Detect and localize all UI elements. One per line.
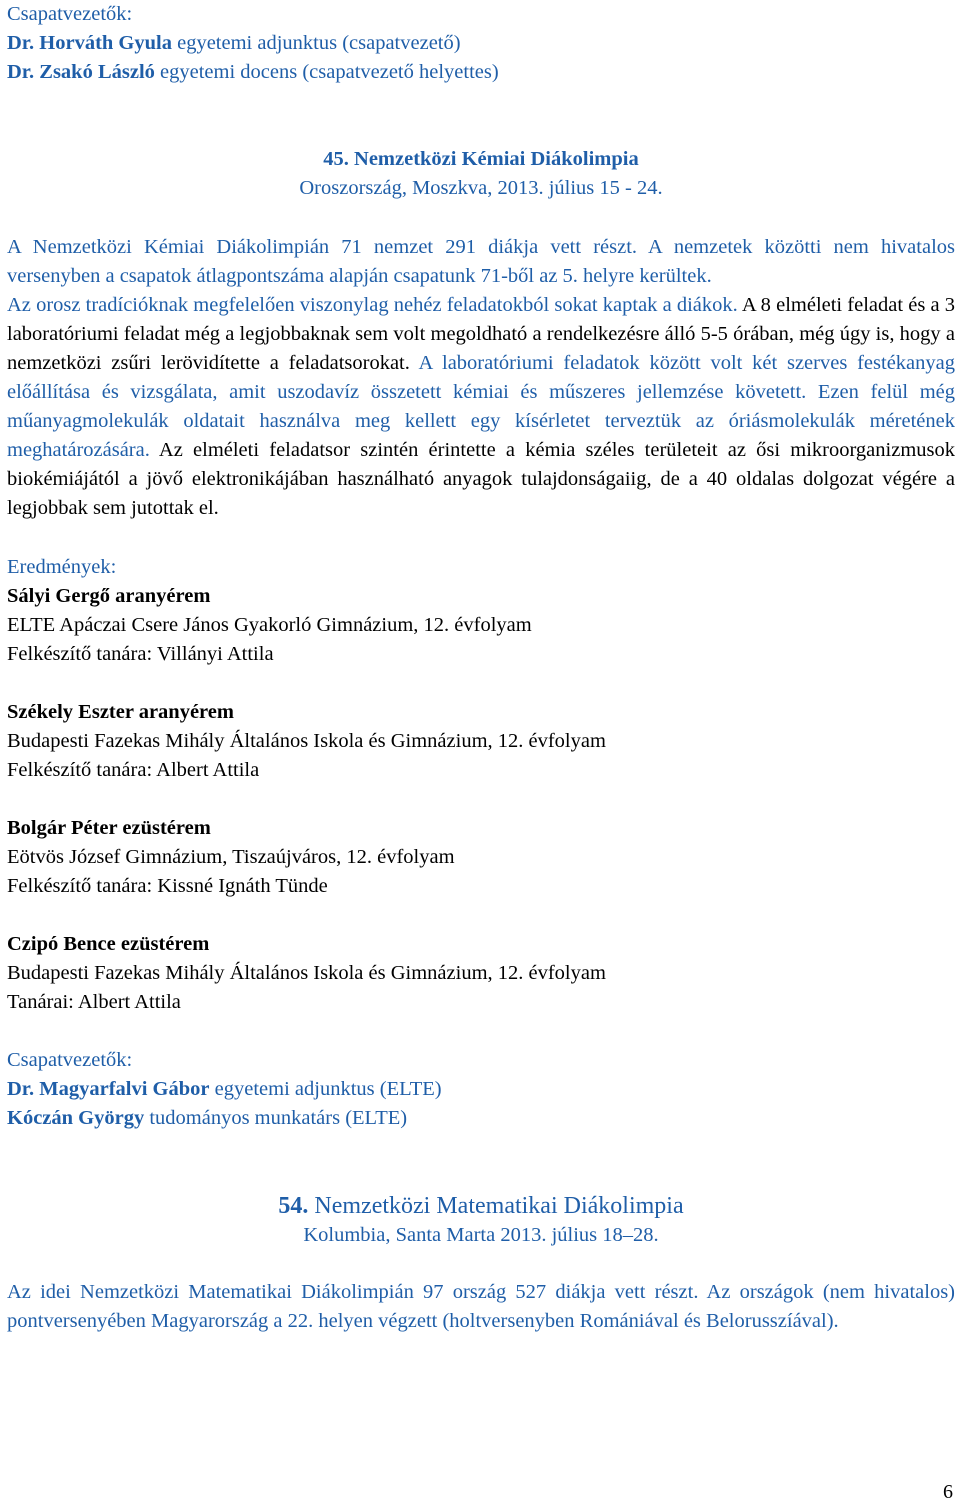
math-paragraph-1 (7, 1278, 955, 1336)
medalist-school: Budapesti Fazekas Mihály Általános Iskola és Gimnázium, 12. évfolyam (7, 962, 606, 984)
chem-p2-part: Az orosz tradícióknak megfelelően viszonylag nehéz feladatokból sokat kaptak a diákok. (7, 294, 738, 316)
chem-leaders-label: Csapatvezetők: (7, 1049, 133, 1071)
document-page (7, 0, 955, 1336)
math-olympiad-section (7, 1191, 955, 1336)
chem-p2-part: Ezen felül még műanyagmolekulák oldatait használva meg kellett egy kísérletet terveztük az óriásmolekulák méretének meghatározására. (7, 381, 955, 461)
chem-paragraph-1 (7, 233, 955, 291)
math-p1-part: Az országok (nem hivatalos) pontversenyében Magyarország a 22. helyen végzett (holtversenyben Romániával és Belorusszíával). (7, 1281, 955, 1332)
medalist-school: ELTE Apáczai Csere János Gyakorló Gimnázium, 12. évfolyam (7, 614, 532, 636)
chem-paragraph-2 (7, 291, 955, 523)
team-leader (7, 1104, 955, 1133)
leader-name: Dr. Horváth Gyula (7, 32, 172, 54)
math-title-number: 54. (278, 1193, 309, 1219)
team-leader (7, 1075, 955, 1104)
leader-role: tudományos munkatárs (ELTE) (144, 1107, 408, 1129)
chem-p2-part: Az elméleti feladatsor szintén érintette a kémia széles területeit az ősi mikroorganizmusok biokémiájától a jövő elektronikájában használható anyagok tulajdonságaiig, de a 40 oldalas dolgozat végére a legjobbak sem jutottak el. (7, 439, 955, 519)
math-subtitle: Kolumbia, Santa Marta 2013. július 18–28. (303, 1224, 659, 1246)
chem-p2-part: A 8 elméleti feladat és a 3 laboratóriumi feladat még a legjobbaknak sem volt megoldható a rendelkezésre álló 5-5 órában, még úgy is, hogy a nemzetközi zsűri lerövidítette a feladatsorokat. (7, 294, 955, 374)
medalist-school: Eötvös József Gimnázium, Tiszaújváros, 12. évfolyam (7, 846, 455, 868)
team-leader (7, 29, 955, 58)
medalist-teacher: Tanárai: Albert Attila (7, 991, 181, 1013)
results-label: Eredmények: (7, 556, 117, 578)
math-title-text: Nemzetközi Matematikai Diákolimpia (308, 1193, 684, 1219)
math-p1-part: Az idei Nemzetközi Matematikai Diákolimpián 97 ország 527 diákja vett részt. (7, 1281, 699, 1303)
chem-p1-part: A nemzetek közötti nem hivatalos versenyben a csapatok átlagpontszáma alapján csapatunk 71-ből az 5. helyre kerültek. (7, 236, 955, 287)
medalist-name: Czipó Bence ezüstérem (7, 933, 210, 955)
chem-p1-part: A Nemzetközi Kémiai Diákolimpián 71 nemzet 291 diákja vett részt. (7, 236, 638, 258)
team-leaders-label: Csapatvezetők: (7, 3, 133, 25)
medalist-school: Budapesti Fazekas Mihály Általános Iskola és Gimnázium, 12. évfolyam (7, 730, 606, 752)
leader-name: Kóczán György (7, 1107, 145, 1129)
math-title (7, 1191, 955, 1221)
result-entry (7, 930, 955, 1017)
leader-name: Dr. Magyarfalvi Gábor (7, 1078, 210, 1100)
medalist-name: Székely Eszter aranyérem (7, 701, 234, 723)
team-leader (7, 58, 955, 87)
chem-p2-part: A laboratóriumi feladatok között volt két szerves festékanyag előállítása és vizsgálata, amit uszodavíz összetett kémiai és műszeres jellemzése követett. (7, 352, 955, 403)
result-entry (7, 814, 955, 901)
leader-role: egyetemi docens (csapatvezető helyettes) (154, 61, 499, 83)
result-entry (7, 582, 955, 669)
leader-name: Dr. Zsakó László (7, 61, 155, 83)
team-leaders-section (7, 0, 955, 87)
medalist-teacher: Felkészítő tanára: Villányi Attila (7, 643, 274, 665)
chemistry-olympiad-section (7, 145, 955, 1133)
medalist-teacher: Felkészítő tanára: Albert Attila (7, 759, 260, 781)
chem-subtitle: Oroszország, Moszkva, 2013. július 15 - 24. (299, 177, 663, 199)
medalist-name: Bolgár Péter ezüstérem (7, 817, 211, 839)
page-number: 6 (943, 1481, 953, 1503)
medalist-teacher: Felkészítő tanára: Kissné Ignáth Tünde (7, 875, 328, 897)
result-entry (7, 698, 955, 785)
medalist-name: Sályi Gergő aranyérem (7, 585, 211, 607)
leader-role: egyetemi adjunktus (ELTE) (209, 1078, 442, 1100)
leader-role: egyetemi adjunktus (csapatvezető) (171, 32, 461, 54)
chem-title: 45. Nemzetközi Kémiai Diákolimpia (323, 148, 639, 170)
